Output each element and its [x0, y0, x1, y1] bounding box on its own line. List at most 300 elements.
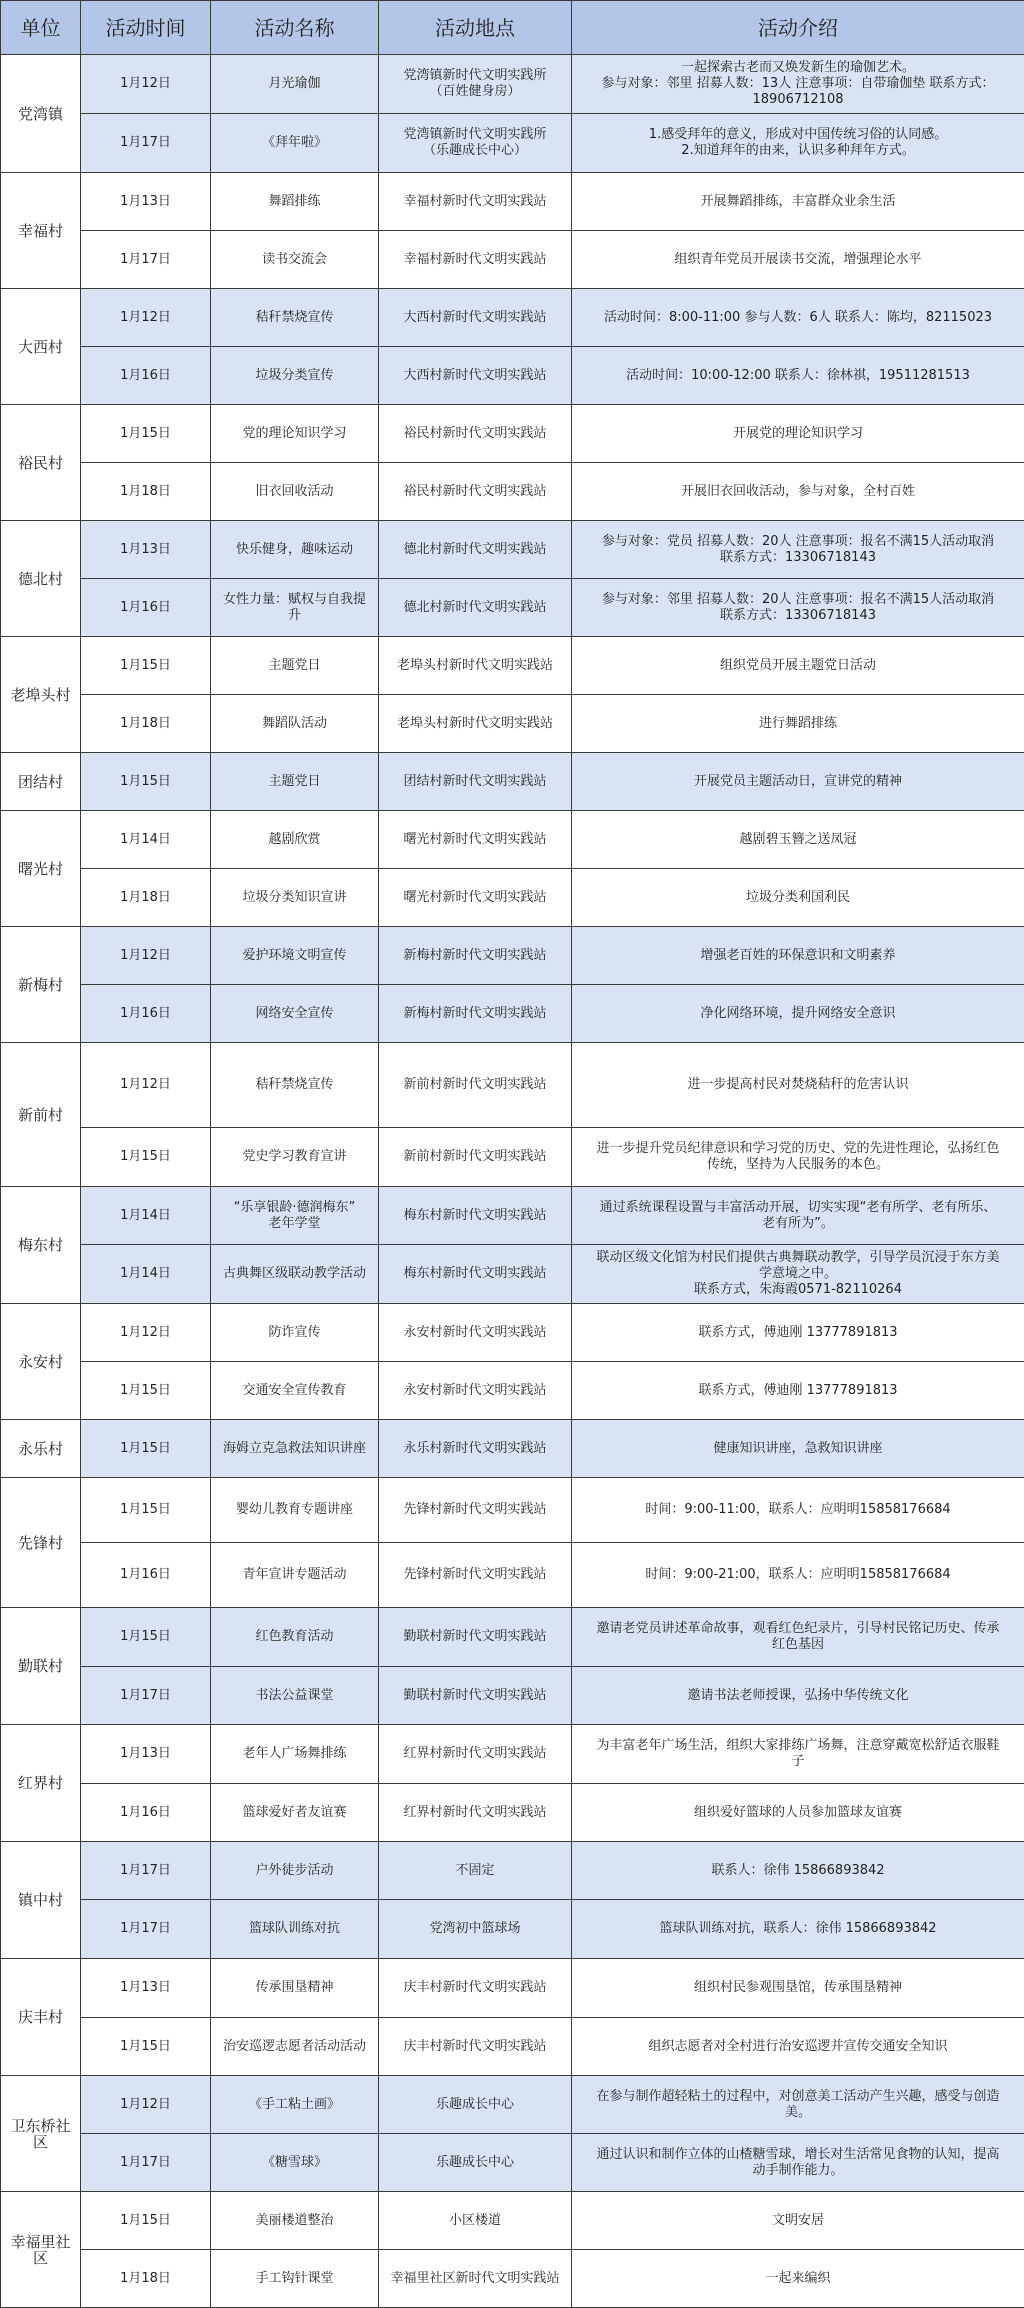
- place-line: 小区楼道: [385, 2213, 565, 2229]
- date-cell: 1月12日: [81, 1043, 211, 1128]
- date-cell: 1月17日: [81, 1900, 211, 1959]
- intro-cell: [572, 347, 1024, 405]
- intro-line: 为丰富老年广场生活，组织大家排练广场舞，注意穿戴宽松舒适衣服鞋: [578, 1738, 1018, 1754]
- place-line: （乐趣成长中心）: [385, 143, 565, 159]
- table-row: [1, 2192, 1024, 2250]
- date-cell: 1月14日: [81, 1187, 211, 1245]
- name-line: 舞蹈队活动: [217, 716, 372, 732]
- location-cell: [379, 1608, 572, 1667]
- intro-cell: [572, 114, 1024, 173]
- place-line: 大西村新时代文明实践站: [385, 368, 565, 384]
- activity-name-cell: [211, 927, 379, 985]
- date-cell: 1月13日: [81, 1725, 211, 1784]
- location-cell: [379, 1725, 572, 1784]
- place-line: 勤联村新时代文明实践站: [385, 1688, 565, 1704]
- location-cell: [379, 1667, 572, 1725]
- intro-line: 红色基因: [578, 1637, 1018, 1653]
- place-line: 曙光村新时代文明实践站: [385, 832, 565, 848]
- intro-line: 越剧碧玉簪之送凤冠: [578, 832, 1018, 848]
- name-line: 手工钩针课堂: [217, 2271, 372, 2287]
- intro-line: 2.知道拜年的由来，认识多种拜年方式。: [578, 143, 1018, 159]
- intro-line: 美。: [578, 2105, 1018, 2121]
- unit-cell: 曙光村: [1, 811, 81, 927]
- intro-cell: [572, 1187, 1024, 1245]
- date-cell: 1月16日: [81, 985, 211, 1043]
- date-cell: 1月15日: [81, 1420, 211, 1478]
- location-cell: [379, 289, 572, 347]
- intro-line: 联系方式：13306718143: [578, 550, 1018, 566]
- date-cell: 1月15日: [81, 1128, 211, 1187]
- location-cell: [379, 2250, 572, 2308]
- place-line: 老埠头村新时代文明实践站: [385, 716, 565, 732]
- location-cell: [379, 1187, 572, 1245]
- activity-name-cell: [211, 1543, 379, 1608]
- intro-cell: [572, 1245, 1024, 1304]
- name-line: 《糖雪球》: [217, 2155, 372, 2171]
- place-line: 梅东村新时代文明实践站: [385, 1266, 565, 1282]
- place-line: 幸福村新时代文明实践站: [385, 252, 565, 268]
- name-line: 主题党日: [217, 658, 372, 674]
- date-cell: 1月13日: [81, 1959, 211, 2018]
- location-cell: [379, 811, 572, 869]
- activity-name-cell: [211, 2134, 379, 2192]
- place-line: 裕民村新时代文明实践站: [385, 426, 565, 442]
- table-row: [1, 1245, 1024, 1304]
- intro-cell: [572, 1784, 1024, 1842]
- place-line: 德北村新时代文明实践站: [385, 542, 565, 558]
- location-cell: [379, 1245, 572, 1304]
- location-cell: [379, 753, 572, 811]
- unit-cell: 裕民村: [1, 405, 81, 521]
- table-row: [1, 405, 1024, 463]
- intro-cell: [572, 927, 1024, 985]
- activity-name-cell: [211, 1784, 379, 1842]
- place-line: 大西村新时代文明实践站: [385, 310, 565, 326]
- intro-cell: [572, 637, 1024, 695]
- unit-cell: 镇中村: [1, 1842, 81, 1959]
- name-line: 治安巡逻志愿者活动活动: [217, 2039, 372, 2055]
- intro-cell: [572, 811, 1024, 869]
- activity-name-cell: [211, 1187, 379, 1245]
- location-cell: [379, 405, 572, 463]
- unit-cell: 新前村: [1, 1043, 81, 1187]
- name-line: 老年人广场舞排练: [217, 1746, 372, 1762]
- intro-line: 邀请书法老师授课，弘扬中华传统文化: [578, 1688, 1018, 1704]
- name-line: “乐享银龄·德润梅东”: [217, 1200, 372, 1216]
- intro-cell: [572, 1900, 1024, 1959]
- name-line: 垃圾分类知识宣讲: [217, 890, 372, 906]
- date-cell: 1月17日: [81, 1842, 211, 1900]
- intro-cell: [572, 405, 1024, 463]
- location-cell: [379, 1478, 572, 1543]
- name-line: 党史学习教育宣讲: [217, 1149, 372, 1165]
- table-row: [1, 2018, 1024, 2076]
- location-cell: [379, 1784, 572, 1842]
- intro-line: 通过系统课程设置与丰富活动开展，切实实现“老有所学、老有所乐、: [578, 1200, 1018, 1216]
- name-line: 月光瑜伽: [217, 76, 372, 92]
- location-cell: [379, 695, 572, 753]
- intro-line: 组织党员开展主题党日活动: [578, 658, 1018, 674]
- location-cell: [379, 1420, 572, 1478]
- name-line: 主题党日: [217, 774, 372, 790]
- location-cell: [379, 1362, 572, 1420]
- intro-line: 进一步提高村民对焚烧秸秆的危害认识: [578, 1077, 1018, 1093]
- intro-line: 开展党员主题活动日，宣讲党的精神: [578, 774, 1018, 790]
- place-line: 永乐村新时代文明实践站: [385, 1441, 565, 1457]
- place-line: 新梅村新时代文明实践站: [385, 1006, 565, 1022]
- date-cell: 1月13日: [81, 521, 211, 579]
- name-line: 美丽楼道整治: [217, 2213, 372, 2229]
- location-cell: [379, 1900, 572, 1959]
- place-line: 先锋村新时代文明实践站: [385, 1502, 565, 1518]
- place-line: （百姓健身房）: [385, 84, 565, 100]
- intro-cell: [572, 231, 1024, 289]
- intro-cell: [572, 1478, 1024, 1543]
- name-line: 防诈宣传: [217, 1325, 372, 1341]
- header-date: 活动时间: [81, 1, 211, 55]
- date-cell: 1月12日: [81, 927, 211, 985]
- date-cell: 1月18日: [81, 2250, 211, 2308]
- location-cell: [379, 1043, 572, 1128]
- intro-line: 组织村民参观围垦馆，传承围垦精神: [578, 1980, 1018, 1996]
- date-cell: 1月15日: [81, 405, 211, 463]
- intro-line: 净化网络环境，提升网络安全意识: [578, 1006, 1018, 1022]
- table-row: [1, 173, 1024, 231]
- intro-cell: [572, 521, 1024, 579]
- table-row: [1, 637, 1024, 695]
- name-line: 《拜年啦》: [217, 135, 372, 151]
- table-row: [1, 1304, 1024, 1362]
- date-cell: 1月17日: [81, 1667, 211, 1725]
- intro-line: 传统，坚持为人民服务的本色。: [578, 1157, 1018, 1173]
- activity-name-cell: [211, 1128, 379, 1187]
- table-row: [1, 347, 1024, 405]
- intro-line: 参与对象：邻里 招募人数：20人 注意事项：报名不满15人活动取消: [578, 592, 1018, 608]
- table-row: [1, 55, 1024, 114]
- place-line: 新前村新时代文明实践站: [385, 1077, 565, 1093]
- date-cell: 1月18日: [81, 695, 211, 753]
- table-row: [1, 1543, 1024, 1608]
- activity-name-cell: [211, 231, 379, 289]
- intro-line: 老有所为”。: [578, 1216, 1018, 1232]
- name-line: 青年宣讲专题活动: [217, 1567, 372, 1583]
- name-line: 秸秆禁烧宣传: [217, 1077, 372, 1093]
- intro-line: 参与对象：邻里 招募人数：13人 注意事项：自带瑜伽垫 联系方式：: [578, 76, 1018, 92]
- name-line: 网络安全宣传: [217, 1006, 372, 1022]
- name-line: 旧衣回收活动: [217, 484, 372, 500]
- intro-line: 进行舞蹈排练: [578, 716, 1018, 732]
- activity-name-cell: [211, 869, 379, 927]
- place-line: 幸福村新时代文明实践站: [385, 194, 565, 210]
- unit-cell: 大西村: [1, 289, 81, 405]
- intro-cell: [572, 2192, 1024, 2250]
- intro-line: 动手制作能力。: [578, 2163, 1018, 2179]
- date-cell: 1月12日: [81, 55, 211, 114]
- unit-cell: 幸福里社区: [1, 2192, 81, 2308]
- activity-name-cell: [211, 521, 379, 579]
- date-cell: 1月13日: [81, 173, 211, 231]
- table-row: [1, 1043, 1024, 1128]
- name-line: 户外徒步活动: [217, 1863, 372, 1879]
- intro-cell: [572, 1842, 1024, 1900]
- activity-name-cell: [211, 2192, 379, 2250]
- table-row: [1, 1842, 1024, 1900]
- table-row: [1, 463, 1024, 521]
- name-line: 婴幼儿教育专题讲座: [217, 1502, 372, 1518]
- unit-cell: 卫东桥社区: [1, 2076, 81, 2192]
- intro-line: 增强老百姓的环保意识和文明素养: [578, 948, 1018, 964]
- activity-name-cell: [211, 347, 379, 405]
- intro-cell: [572, 1304, 1024, 1362]
- intro-cell: [572, 1543, 1024, 1608]
- location-cell: [379, 869, 572, 927]
- date-cell: 1月17日: [81, 114, 211, 173]
- place-line: 红界村新时代文明实践站: [385, 1746, 565, 1762]
- date-cell: 1月15日: [81, 2192, 211, 2250]
- table-row: [1, 1784, 1024, 1842]
- table-row: [1, 753, 1024, 811]
- intro-cell: [572, 2250, 1024, 2308]
- place-line: 团结村新时代文明实践站: [385, 774, 565, 790]
- intro-cell: [572, 579, 1024, 637]
- table-row: [1, 869, 1024, 927]
- intro-cell: [572, 1959, 1024, 2018]
- date-cell: 1月16日: [81, 579, 211, 637]
- location-cell: [379, 1128, 572, 1187]
- date-cell: 1月15日: [81, 1608, 211, 1667]
- place-line: 曙光村新时代文明实践站: [385, 890, 565, 906]
- unit-cell: 党湾镇: [1, 55, 81, 173]
- table-row: [1, 289, 1024, 347]
- location-cell: [379, 521, 572, 579]
- activity-name-cell: [211, 1420, 379, 1478]
- date-cell: 1月15日: [81, 1362, 211, 1420]
- activity-name-cell: [211, 2250, 379, 2308]
- place-line: 永安村新时代文明实践站: [385, 1325, 565, 1341]
- name-line: 爱护环境文明宣传: [217, 948, 372, 964]
- intro-line: 联系方式，朱海霞0571-82110264: [578, 1282, 1018, 1298]
- name-line: 秸秆禁烧宣传: [217, 310, 372, 326]
- activity-name-cell: [211, 289, 379, 347]
- activity-name-cell: [211, 114, 379, 173]
- date-cell: 1月18日: [81, 869, 211, 927]
- intro-line: 子: [578, 1754, 1018, 1770]
- name-line: 篮球爱好者友谊赛: [217, 1805, 372, 1821]
- activity-name-cell: [211, 1608, 379, 1667]
- table-row: [1, 231, 1024, 289]
- activity-name-cell: [211, 1900, 379, 1959]
- date-cell: 1月16日: [81, 1543, 211, 1608]
- location-cell: [379, 579, 572, 637]
- table-row: [1, 695, 1024, 753]
- table-row: [1, 521, 1024, 579]
- unit-cell: 幸福村: [1, 173, 81, 289]
- intro-line: 开展旧衣回收活动，参与对象，全村百姓: [578, 484, 1018, 500]
- header-intro: 活动介绍: [572, 1, 1024, 55]
- location-cell: [379, 927, 572, 985]
- table-row: [1, 1128, 1024, 1187]
- place-line: 德北村新时代文明实践站: [385, 600, 565, 616]
- table-row: [1, 1900, 1024, 1959]
- name-line: 海姆立克急救法知识讲座: [217, 1441, 372, 1457]
- table-body: [1, 55, 1024, 2308]
- date-cell: 1月18日: [81, 463, 211, 521]
- date-cell: 1月15日: [81, 753, 211, 811]
- location-cell: [379, 985, 572, 1043]
- intro-cell: [572, 2076, 1024, 2134]
- activity-name-cell: [211, 695, 379, 753]
- intro-line: 18906712108: [578, 92, 1018, 108]
- unit-cell: 永安村: [1, 1304, 81, 1420]
- place-line: 庆丰村新时代文明实践站: [385, 1980, 565, 1996]
- intro-line: 联系方式，傅迪刚 13777891813: [578, 1383, 1018, 1399]
- table-row: [1, 2250, 1024, 2308]
- intro-cell: [572, 753, 1024, 811]
- activity-name-cell: [211, 753, 379, 811]
- date-cell: 1月12日: [81, 289, 211, 347]
- location-cell: [379, 637, 572, 695]
- activity-name-cell: [211, 2076, 379, 2134]
- table-row: [1, 1187, 1024, 1245]
- place-line: 庆丰村新时代文明实践站: [385, 2039, 565, 2055]
- activity-name-cell: [211, 55, 379, 114]
- date-cell: 1月15日: [81, 1478, 211, 1543]
- unit-cell: 团结村: [1, 753, 81, 811]
- date-cell: 1月15日: [81, 637, 211, 695]
- intro-line: 一起来编织: [578, 2271, 1018, 2287]
- date-cell: 1月14日: [81, 1245, 211, 1304]
- place-line: 裕民村新时代文明实践站: [385, 484, 565, 500]
- date-cell: 1月15日: [81, 2018, 211, 2076]
- location-cell: [379, 2192, 572, 2250]
- intro-line: 联动区级文化馆为村民们提供古典舞联动教学，引导学员沉浸于东方美: [578, 1250, 1018, 1266]
- intro-line: 进一步提升党员纪律意识和学习党的历史、党的先进性理论，弘扬红色: [578, 1141, 1018, 1157]
- intro-cell: [572, 869, 1024, 927]
- unit-cell: 先锋村: [1, 1478, 81, 1608]
- name-line: 古典舞区级联动教学活动: [217, 1266, 372, 1282]
- table-row: [1, 811, 1024, 869]
- table-row: [1, 2134, 1024, 2192]
- header-row: [1, 1, 1024, 55]
- name-line: 书法公益课堂: [217, 1688, 372, 1704]
- location-cell: [379, 2134, 572, 2192]
- intro-cell: [572, 1362, 1024, 1420]
- date-cell: 1月12日: [81, 1304, 211, 1362]
- location-cell: [379, 1959, 572, 2018]
- date-cell: 1月16日: [81, 347, 211, 405]
- intro-line: 组织爱好篮球的人员参加篮球友谊赛: [578, 1805, 1018, 1821]
- name-line: 老年学堂: [217, 1216, 372, 1232]
- intro-line: 参与对象：党员 招募人数：20人 注意事项：报名不满15人活动取消: [578, 534, 1018, 550]
- place-line: 乐趣成长中心: [385, 2155, 565, 2171]
- table-row: [1, 1420, 1024, 1478]
- intro-cell: [572, 1128, 1024, 1187]
- place-line: 梅东村新时代文明实践站: [385, 1208, 565, 1224]
- intro-line: 组织志愿者对全村进行治安巡逻并宣传交通安全知识: [578, 2039, 1018, 2055]
- intro-line: 邀请老党员讲述革命故事，观看红色纪录片，引导村民铭记历史、传承: [578, 1621, 1018, 1637]
- table-row: [1, 1608, 1024, 1667]
- intro-cell: [572, 289, 1024, 347]
- activity-name-cell: [211, 1959, 379, 2018]
- location-cell: [379, 1304, 572, 1362]
- activity-name-cell: [211, 463, 379, 521]
- intro-cell: [572, 985, 1024, 1043]
- intro-line: 学意境之中。: [578, 1266, 1018, 1282]
- intro-line: 篮球队训练对抗，联系人：徐伟 15866893842: [578, 1921, 1018, 1937]
- unit-cell: 勤联村: [1, 1608, 81, 1725]
- unit-cell: 永乐村: [1, 1420, 81, 1478]
- header-location: 活动地点: [379, 1, 572, 55]
- activity-name-cell: [211, 2018, 379, 2076]
- table-row: [1, 1959, 1024, 2018]
- date-cell: 1月16日: [81, 1784, 211, 1842]
- location-cell: [379, 463, 572, 521]
- intro-cell: [572, 2018, 1024, 2076]
- location-cell: [379, 173, 572, 231]
- intro-cell: [572, 463, 1024, 521]
- intro-line: 通过认识和制作立体的山楂糖雪球，增长对生活常见食物的认知，提高: [578, 2147, 1018, 2163]
- activity-name-cell: [211, 1362, 379, 1420]
- location-cell: [379, 347, 572, 405]
- intro-line: 一起探索古老而又焕发新生的瑜伽艺术。: [578, 60, 1018, 76]
- table-row: [1, 1362, 1024, 1420]
- header-activity-name: 活动名称: [211, 1, 379, 55]
- intro-line: 时间：9:00-11:00，联系人：应明明15858176684: [578, 1502, 1018, 1518]
- place-line: 不固定: [385, 1863, 565, 1879]
- location-cell: [379, 1842, 572, 1900]
- place-line: 新前村新时代文明实践站: [385, 1149, 565, 1165]
- name-line: 快乐健身，趣味运动: [217, 542, 372, 558]
- name-line: 篮球队训练对抗: [217, 1921, 372, 1937]
- activity-name-cell: [211, 405, 379, 463]
- activity-name-cell: [211, 1478, 379, 1543]
- location-cell: [379, 231, 572, 289]
- name-line: 交通安全宣传教育: [217, 1383, 372, 1399]
- unit-cell: 梅东村: [1, 1187, 81, 1304]
- name-line: 越剧欣赏: [217, 832, 372, 848]
- table-row: [1, 927, 1024, 985]
- table-row: [1, 2076, 1024, 2134]
- activity-name-cell: [211, 173, 379, 231]
- intro-line: 联系方式：13306718143: [578, 608, 1018, 624]
- location-cell: [379, 55, 572, 114]
- table-row: [1, 579, 1024, 637]
- activity-name-cell: [211, 1842, 379, 1900]
- date-cell: 1月14日: [81, 811, 211, 869]
- place-line: 乐趣成长中心: [385, 2097, 565, 2113]
- intro-cell: [572, 2134, 1024, 2192]
- intro-line: 健康知识讲座，急救知识讲座: [578, 1441, 1018, 1457]
- intro-line: 在参与制作超轻粘土的过程中，对创意美工活动产生兴趣，感受与创造: [578, 2089, 1018, 2105]
- location-cell: [379, 2076, 572, 2134]
- activity-name-cell: [211, 811, 379, 869]
- unit-cell: 老埠头村: [1, 637, 81, 753]
- unit-cell: 新梅村: [1, 927, 81, 1043]
- header-unit: 单位: [1, 1, 81, 55]
- place-line: 党湾镇新时代文明实践所: [385, 68, 565, 84]
- table-row: [1, 114, 1024, 173]
- activity-name-cell: [211, 1043, 379, 1128]
- activity-name-cell: [211, 637, 379, 695]
- activity-name-cell: [211, 1304, 379, 1362]
- activity-name-cell: [211, 1245, 379, 1304]
- table-row: [1, 1725, 1024, 1784]
- place-line: 勤联村新时代文明实践站: [385, 1629, 565, 1645]
- table-row: [1, 1667, 1024, 1725]
- activity-name-cell: [211, 1667, 379, 1725]
- name-line: 女性力量：赋权与自我提升: [217, 592, 372, 624]
- intro-line: 1.感受拜年的意义，形成对中国传统习俗的认同感。: [578, 127, 1018, 143]
